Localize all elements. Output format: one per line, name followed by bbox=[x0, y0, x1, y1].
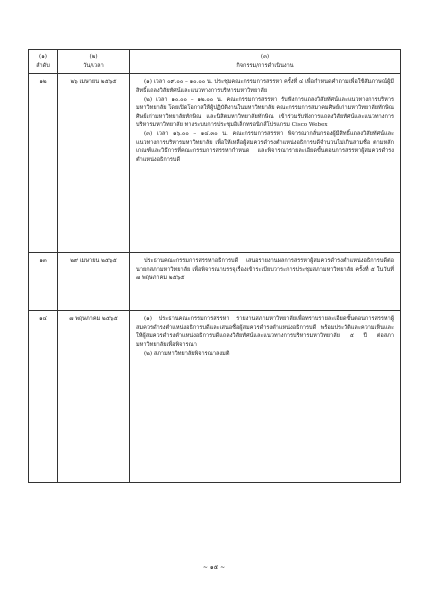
header-activity-num: (๓) bbox=[260, 53, 270, 60]
table-header-row bbox=[29, 50, 401, 74]
row-order: ๑๒ bbox=[29, 74, 58, 253]
header-date-num: (๒) bbox=[89, 53, 98, 60]
header-date bbox=[58, 50, 130, 74]
row-date: ๒๖ เมษายน ๒๕๖๕ bbox=[58, 74, 130, 253]
activity-paragraph: (๒) สภามหาวิทยาลัยพิจารณาลงมติ bbox=[144, 350, 230, 357]
activity-paragraph: (๒) เวลา ๑๐.๐๐ – ๑๒.๐๐ น. คณะกรรมการสรรหา รับฟังการแถลงวิสัยทัศน์และแนวทางการบริหารมหาวิทยาลัย โดยเปิดโอกาสให้ผู้ปฏิบัติงานในมหาวิทยาลัย คณะกรรมการสมาคมศิษย์เก่ามหาวิทยาลัยทักษิณ ศิษย์เก่ามหาวิทยาลัยทักษิณ และนิสิตมหาวิทยาลัยทักษิณ เข้าร่วมรับฟังการแถลงวิสัยทัศน์และแนวทางการบริหารมหาวิทยาลัย ทางระบบการประชุมอิเล็กทรอนิกส์โปรแกรม Cisco Webex bbox=[136, 96, 394, 128]
table-row bbox=[29, 253, 401, 311]
activity-paragraph: (๓) เวลา ๑๖.๐๐ – ๑๔.๓๐ น. คณะกรรมการสรรหา พิจารณากลั่นกรองผู้มีสิทธิ์แถลงวิสัยทัศน์และแนวทางการบริหารมหาวิทยาลัย เพื่อให้เหลือผู้สมควรดำรงตำแหน่งอธิการบดีจำนวนไม่เกินสามชื่อ ตามหลักเกณฑ์และวิธีการที่คณะกรรมการสรรหากำหนด และพิจารณารายละเอียดขั้นตอนการสรรหาผู้สมควรดำรงตำแหน่งอธิการบดี bbox=[136, 131, 394, 163]
header-activity bbox=[130, 50, 401, 74]
row-activity bbox=[130, 253, 401, 311]
header-order bbox=[29, 50, 58, 74]
row-order: ๑๔ bbox=[29, 311, 58, 483]
header-date-label: วัน/เวลา bbox=[83, 62, 104, 69]
row-activity bbox=[130, 311, 401, 483]
row-order: ๑๓ bbox=[29, 253, 58, 311]
header-activity-label: กิจกรรม/การดำเนินงาน bbox=[236, 62, 294, 69]
header-order-label: ลำดับ bbox=[36, 62, 50, 69]
row-date: ๒๙ เมษายน ๒๕๖๕ bbox=[58, 253, 130, 311]
activity-schedule-table bbox=[28, 49, 401, 483]
row-activity bbox=[130, 74, 401, 253]
header-order-num: (๑) bbox=[39, 53, 47, 60]
page-number: ~ ๑๕ ~ bbox=[202, 564, 226, 571]
activity-paragraph: (๑) เวลา ๐๙.๐๐ – ๑๐.๐๐ น. ประชุมคณะกรรมการสรรหา ครั้งที่ ๔ เพื่อกำหนดคำถามเพื่อใช้สัมภาษณ์ผู้มีสิทธิ์แถลงวิสัยทัศน์และแนวทางการบริหารมหาวิทยาลัย bbox=[136, 79, 394, 94]
table-row bbox=[29, 311, 401, 483]
activity-paragraph: (๑) ประธานคณะกรรมการสรรหา รายงานสภามหาวิทยาลัยเพื่อทราบรายละเอียดขั้นตอนการสรรหาผู้สมควรดำรงตำแหน่งอธิการบดีและเสนอชื่อผู้สมควรดำรงตำแหน่งอธิการบดี พร้อมประวัติและความเห็นและให้ผู้สมควรดำรงตำแหน่งอธิการบดีแถลงวิสัยทัศน์และแนวทางการบริหารมหาวิทยาลัย ๕ ปี ต่อสภามหาวิทยาลัยเพื่อพิจารณา bbox=[136, 316, 394, 348]
table-row bbox=[29, 74, 401, 253]
activity-paragraph: ประธานคณะกรรมการสรรหาอธิการบดี เสนอรายงานผลการสรรหาผู้สมควรดำรงตำแหน่งอธิการบดีต่อนายกสภามหาวิทยาลัย เพื่อพิจารณาบรรจุเรื่องเข้าระเบียบวาระการประชุมสภามหาวิทยาลัย ครั้งที่ ๕ ในวันที่ ๗ พฤษภาคม ๒๕๖๕ bbox=[136, 258, 394, 281]
row-date: ๗ พฤษภาคม ๒๕๖๕ bbox=[58, 311, 130, 483]
